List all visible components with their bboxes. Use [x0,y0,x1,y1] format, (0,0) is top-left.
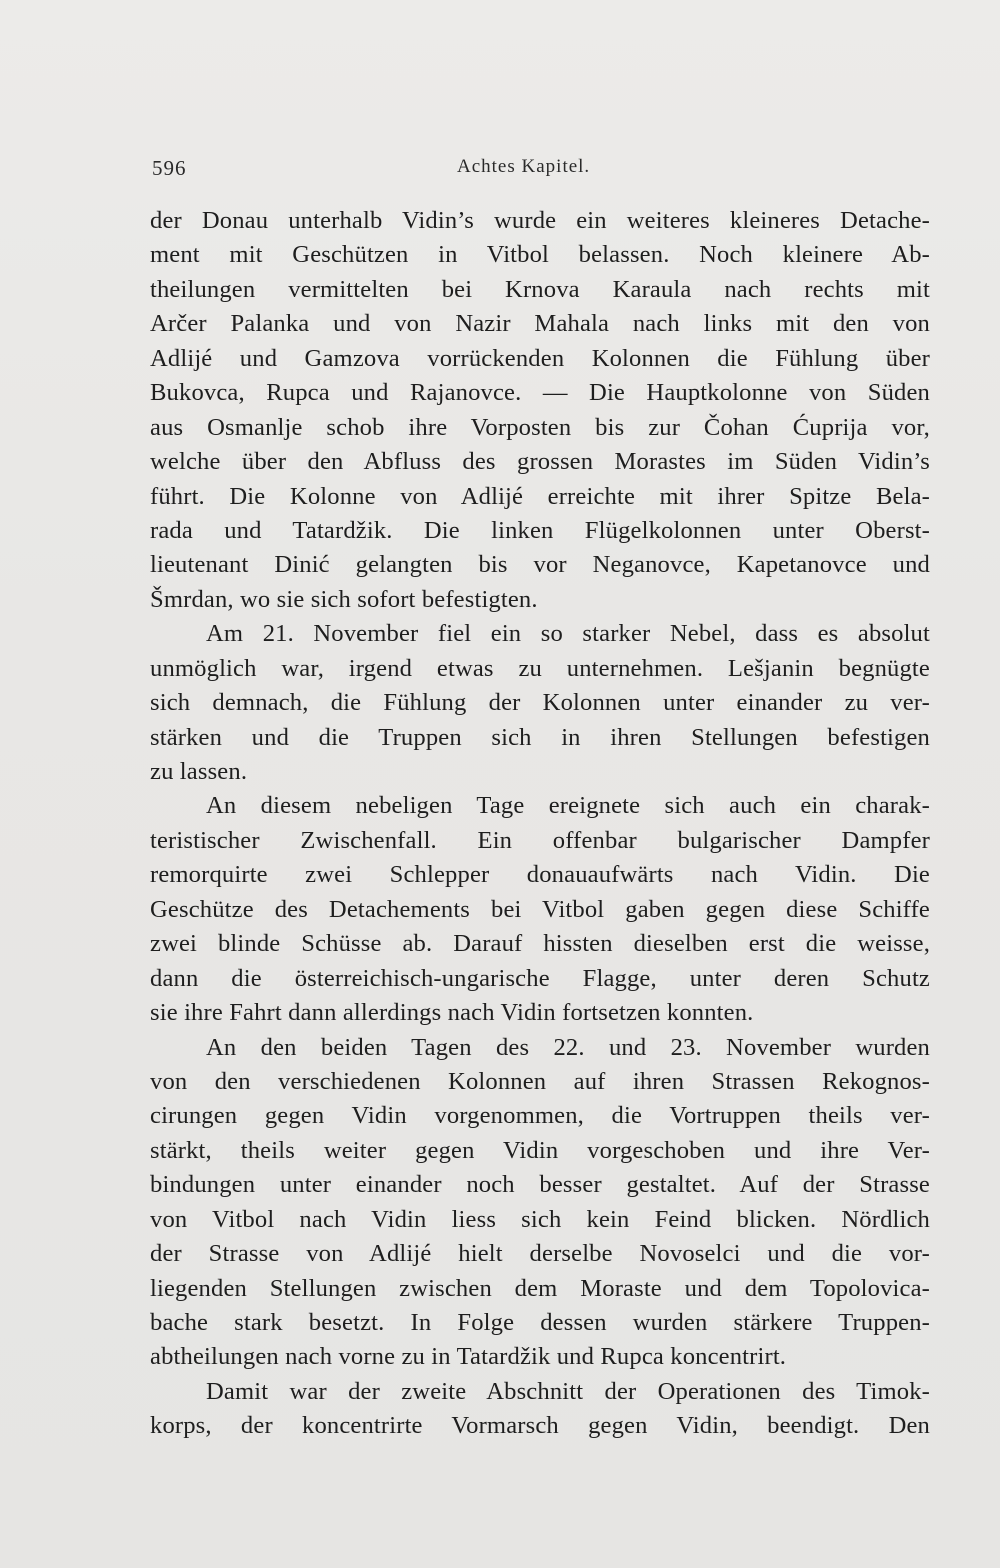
text-line: zwei blinde Schüsse ab. Darauf hissten dieselben erst die weisse, [150,930,930,958]
text-line: cirungen gegen Vidin vorgenommen, die Vortruppen theils ver- [150,1102,930,1130]
paragraph [150,1375,930,1444]
text-line: remorquirte zwei Schlepper donauaufwärts nach Vidin. Die [150,861,930,889]
text-line: der Strasse von Adlijé hielt derselbe Novoselci und die vor- [150,1240,930,1268]
text-line: An diesem nebeligen Tage ereignete sich auch ein charak- [206,792,930,820]
text-line: von den verschiedenen Kolonnen auf ihren Strassen Rekognos- [150,1067,930,1095]
text-line: führt. Die Kolonne von Adlijé erreichte mit ihrer Spitze Bela- [150,482,930,510]
text-line: Bukovca, Rupca und Rajanovce. — Die Hauptkolonne von Süden [150,379,930,407]
page-number: 596 [152,156,187,180]
text-line: theilungen vermittelten bei Krnova Karaula nach rechts mit [150,275,930,303]
text-line: lieutenant Dinić gelangten bis vor Neganovce, Kapetanovce und [150,551,930,579]
text-line: stärkt, theils weiter gegen Vidin vorgeschoben und ihre Ver- [150,1136,930,1164]
text-line: der Donau unterhalb Vidin’s wurde ein weiteres kleineres Detache- [150,207,930,234]
text-line: dann die österreichisch-ungarische Flagge, unter deren Schutz [150,964,930,992]
text-line: Geschütze des Detachements bei Vitbol gaben gegen diese Schiffe [150,895,930,923]
text-line: bindungen unter einander noch besser gestaltet. Auf der Strasse [150,1171,930,1199]
text-line: liegenden Stellungen zwischen dem Moraste und dem Topolovica- [150,1274,930,1302]
text-line: welche über den Abfluss des grossen Morastes im Süden Vidin’s [150,448,930,476]
text-line: Šmrdan, wo sie sich sofort befestigten. [150,585,538,613]
text-line: unmöglich war, irgend etwas zu unternehmen. Lešjanin begnügte [150,654,930,682]
text-line: Damit war der zweite Abschnitt der Operationen des Timok- [206,1377,930,1405]
paragraph [150,789,930,1030]
text-line: sich demnach, die Fühlung der Kolonnen unter einander zu ver- [150,689,930,717]
text-line: sie ihre Fahrt dann allerdings nach Vidin fortsetzen konnten. [150,999,754,1027]
text-line: An den beiden Tagen des 22. und 23. November wurden [206,1033,930,1061]
text-line: Arčer Palanka und von Nazir Mahala nach links mit den von [150,310,930,338]
text-line: Adlijé und Gamzova vorrückenden Kolonnen die Fühlung über [150,344,930,372]
running-title: Achtes Kapitel. [457,156,591,177]
text-line: abtheilungen nach vorne zu in Tatardžik und Rupca koncentrirt. [150,1343,787,1371]
text-line: teristischer Zwischenfall. Ein offenbar bulgarischer Dampfer [150,826,930,854]
text-line: aus Osmanlje schob ihre Vorposten bis zur Čohan Ćuprija vor, [150,413,930,441]
paragraph [150,1031,930,1375]
text-line: Am 21. November fiel ein so starker Nebel, dass es absolut [206,620,930,648]
paragraph [150,204,930,617]
text-line: korps, der koncentrirte Vormarsch gegen Vidin, beendigt. Den [150,1412,930,1440]
text-line: ment mit Geschützen in Vitbol belassen. Noch kleinere Ab- [150,241,930,269]
text-line: rada und Tatardžik. Die linken Flügelkolonnen unter Oberst- [150,516,930,544]
text-line: bache stark besetzt. In Folge dessen wurden stärkere Truppen- [150,1309,930,1336]
page-header [152,156,612,186]
text-line: stärken und die Truppen sich in ihren Stellungen befestigen [150,723,930,751]
body-text [150,204,930,1444]
text-line: zu lassen. [150,758,248,785]
text-line: von Vitbol nach Vidin liess sich kein Feind blicken. Nördlich [150,1205,930,1233]
paragraph [150,617,930,789]
